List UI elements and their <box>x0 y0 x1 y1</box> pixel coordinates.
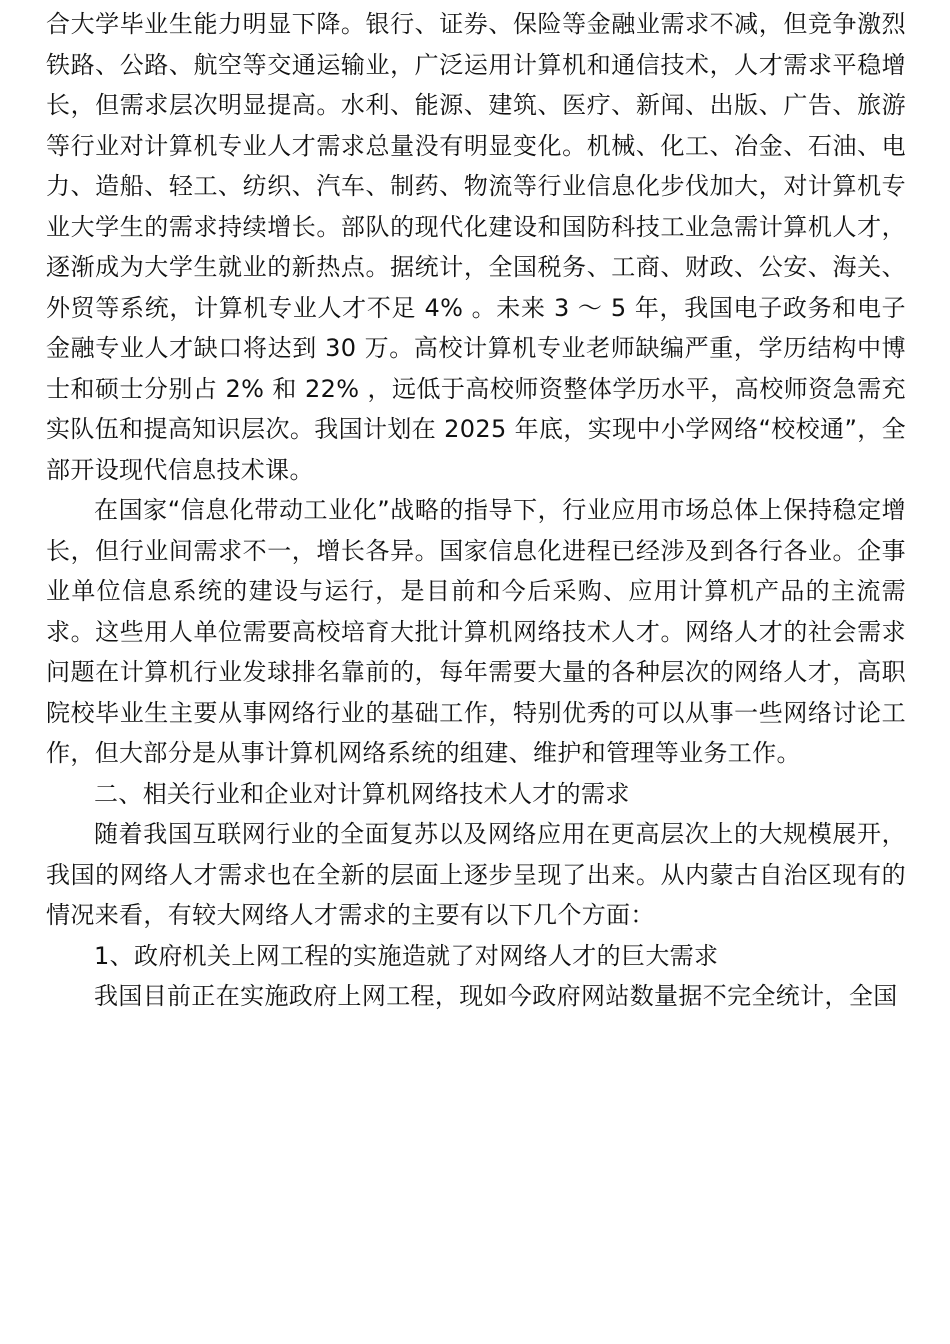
section-heading-demand: 二、相关行业和企业对计算机网络技术人才的需求 <box>94 779 630 808</box>
paragraph-internet-recovery: 随着我国互联网行业的全面复苏以及网络应用在更高层次上的大规模展开，我国的网络人才需求也在全新的层面上逐步呈现了出来。从内蒙古自治区现有的情况来看，有较大网络人才需求的主要有以下几个方面： <box>46 820 906 929</box>
paragraph-industry-application: 在国家“信息化带动工业化”战略的指导下，行业应用市场总体上保持稳定增长，但行业间需求不一，增长各异。国家信息化进程已经涉及到各行各业。企事业单位信息系统的建设与运行，是目前和今后采购、应用计算机产品的主流需求。这些用人单位需要高校培育大批计算机网络技术人才。网络人才的社会需求问题在计算机行业发球排名靠前的，每年需要大量的各种层次的网络人才，高职院校毕业生主要从事网络行业的基础工作，特别优秀的可以从事一些网络讨论工作，但大部分是从事计算机网络系统的组建、维护和管理等业务工作。 <box>46 496 906 767</box>
paragraph-government-online: 我国目前正在实施政府上网工程，现如今政府网站数量据不完全统计，全国 <box>94 982 898 1010</box>
paragraph-continuation: 合大学毕业生能力明显下降。银行、证券、保险等金融业需求不减，但竞争激烈铁路、公路、航空等交通运输业，广泛运用计算机和通信技术，人才需求平稳增长，但需求层次明显提高。水利、能源、建筑、医疗、新闻、出版、广告、旅游等行业对计算机专业人才需求总量没有明显变化。机械、化工、冶金、石油、电力、造船、轻工、纺织、汽车、制药、物流等行业信息化步伐加大，对计算机专业大学生的需求持续增长。部队的现代化建设和国防科技工业急需计算机人才，逐渐成为大学生就业的新热点。据统计，全国税务、工商、财政、公安、海关、外贸等系统，计算机专业人才不足 4% 。未来 3 ～ 5 年，我国电子政务和电子金融专业人才缺口将达到 30 万。高校计算机专业老师缺编严重，学历结构中博士和硕士分别占 2% 和 22% ，远低于高校师资整体学历水平，高校师资急需充实队伍和提高知识层次。我国计划在 2025 年底，实现中小学网络“校校通”，全部开设现代信息技术课。 <box>46 10 906 484</box>
subsection-heading-government: 1、政府机关上网工程的实施造就了对网络人才的巨大需求 <box>94 941 719 970</box>
page-body <box>46 4 906 1017</box>
